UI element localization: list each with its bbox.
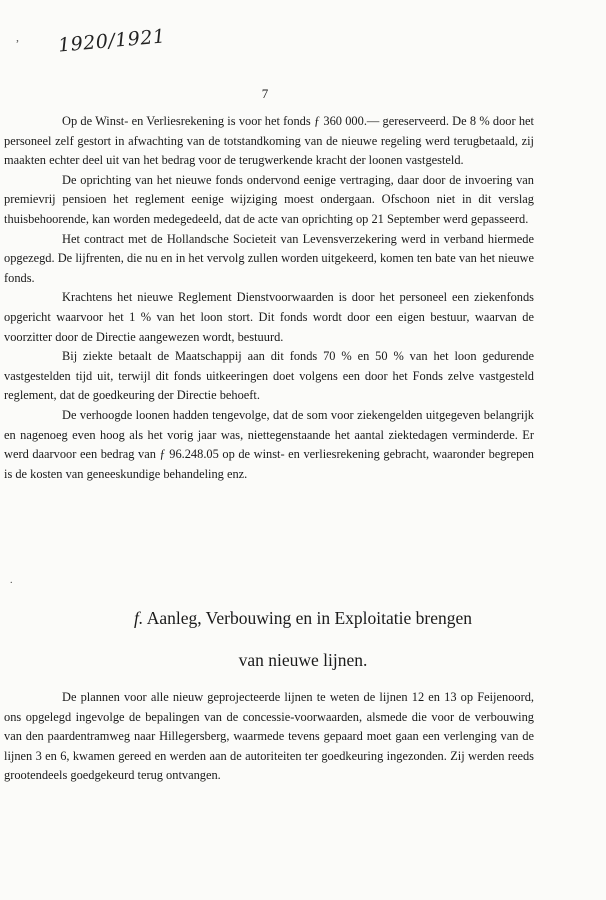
corner-mark: , <box>16 30 19 44</box>
handwritten-year-annotation: 1920/1921 <box>57 25 167 57</box>
paragraph: De verhoogde loonen hadden tengevolge, dat de som voor ziekengelden uitgegeven belangrijk en nagenoeg even hoog als het vorig jaar was, niettegenstaande het aantal ziektedagen verminderde. Er werd daarvoor een bedrag van ƒ 96.248.05 op de winst- en verliesrekening gebracht, waaronder begrepen is de kosten van geneeskundige behandeling enz. <box>4 407 534 481</box>
paragraph: Op de Winst- en Verliesrekening is voor het fonds ƒ 360 000.— gereserveerd. De 8 % door het personeel zelf gestort in afwachting van de totstandkoming van de nieuwe regeling werd terugbetaald, zij maakten echter deel uit van het bedrag voor de terugwerkende kracht der loonen vastgesteld. <box>4 114 534 168</box>
paragraph: De plannen voor alle nieuw geprojecteerde lijnen te weten de lijnen 12 en 13 op Feijenoord, ons opgelegd ingevolge de bepalingen van de concessie-voorwaarden, alsmede die voor de verbouwing van den paardentramweg naar Hillegersberg, waarmede tevens gepaard moet gaan een verlenging van de lijnen 3 en 6, kwamen gereed en werden aan de autoriteiten ter goedkeuring ingezonden. Zij werden reeds grootendeels goedgekeurd terug ontvangen. <box>4 690 534 783</box>
page-number: 7 <box>261 86 269 101</box>
stray-mark: . <box>10 575 13 586</box>
paragraph: Krachtens het nieuwe Reglement Dienstvoorwaarden is door het personeel een ziekenfonds opgericht waarvoor het 1 % van het loon stort. Dit fonds wordt door een eigen bestuur, waarvan de voorzitter door de Directie aangewezen wordt, bestuurd. <box>4 290 534 344</box>
section-heading <box>0 606 606 630</box>
paragraph: De oprichting van het nieuwe fonds ondervond eenige vertraging, daar door de invoering van premievrij pensioen het reglement eenige wijziging moest ondergaan. Ofschoon niet in dit verslag thuisbehoorende, kan worden medegedeeld, dat de acte van oprichting op 21 September werd gepasseerd. <box>4 172 534 226</box>
section-letter: f. <box>134 608 144 628</box>
section-title-line-1: Aanleg, Verbouwing en in Exploitatie brengen <box>146 608 472 628</box>
paragraph: Bij ziekte betaalt de Maatschappij aan dit fonds 70 % en 50 % van het loon gedurende vastgestelden tijd uit, terwijl dit fonds uitkeeringen doet volgens een door het Fonds zelve vastgesteld reglement, dat de goedkeuring der Directie behoeft. <box>4 349 534 403</box>
section-body-text <box>4 688 534 786</box>
paragraph: Het contract met de Hollandsche Societeit van Levensverzekering werd in verband hiermede opgezegd. De lijfrenten, die nu en in het vervolg zullen worden uitgekeerd, komen ten bate van het nieuwe fonds. <box>4 231 534 285</box>
body-text <box>4 112 534 484</box>
section-title-line-2: van nieuwe lijnen. <box>238 650 368 670</box>
